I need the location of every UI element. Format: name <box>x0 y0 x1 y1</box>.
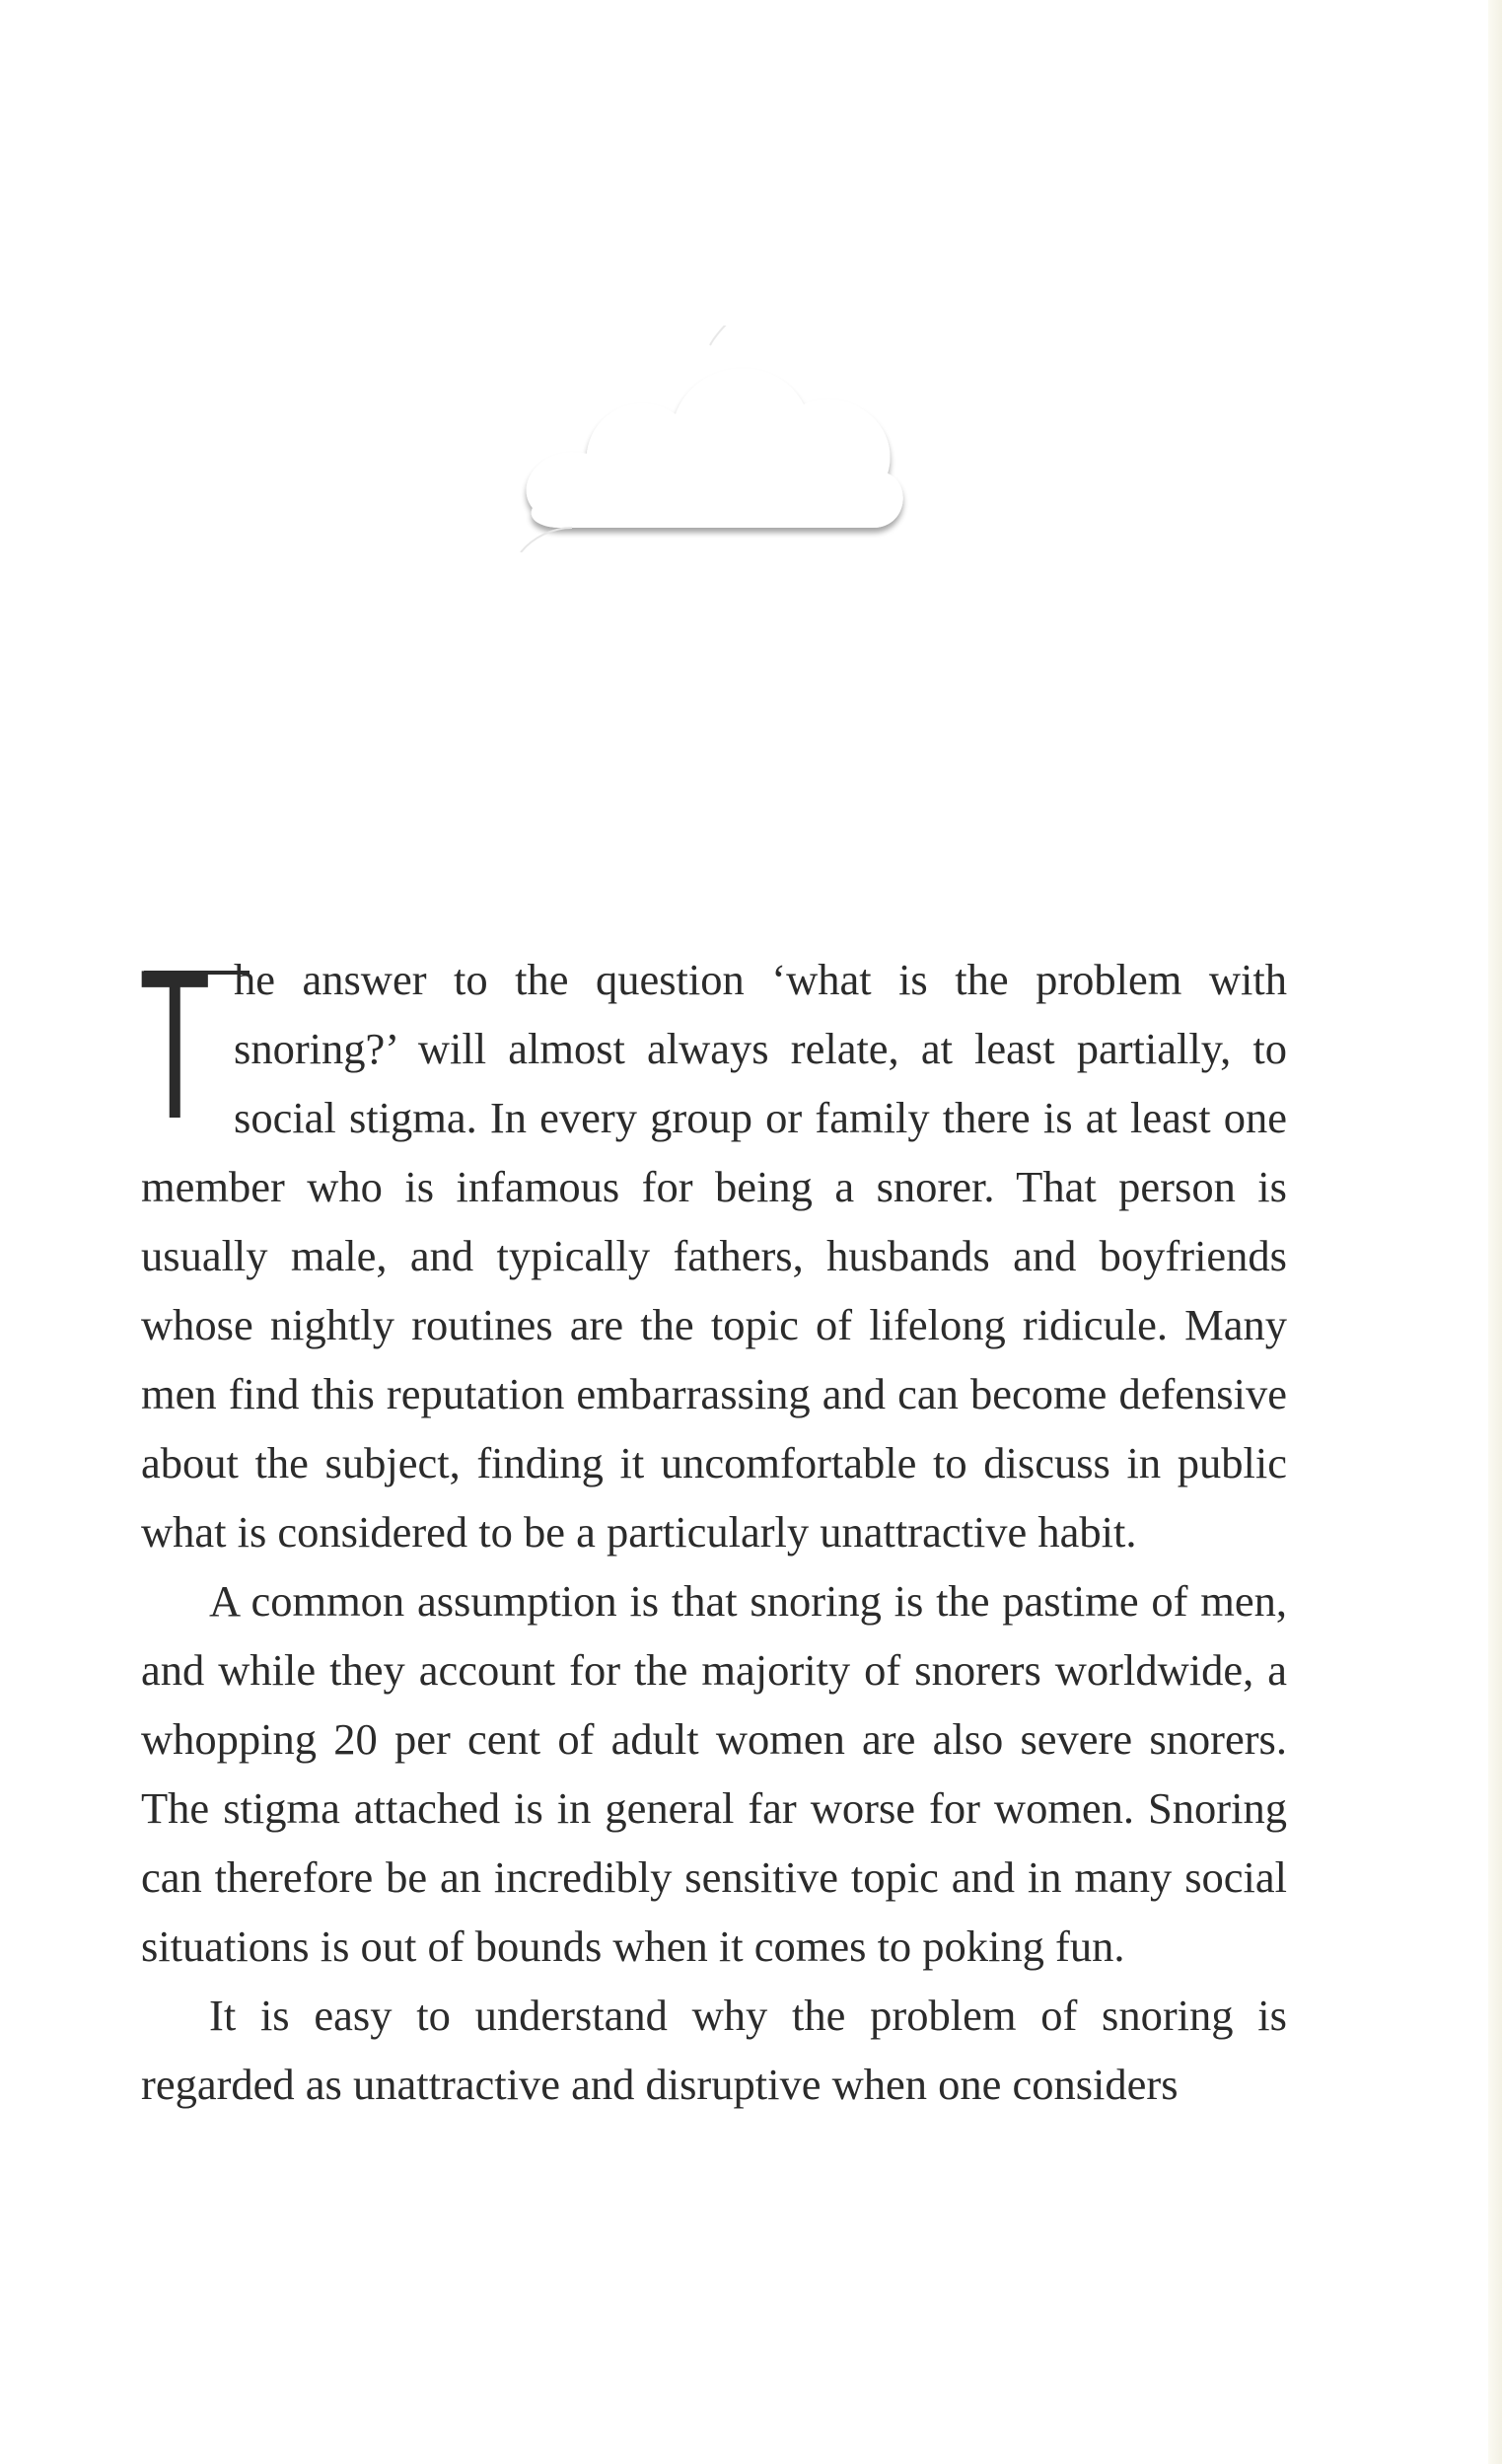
cloud-icon <box>513 326 927 552</box>
body-text <box>139 924 1287 2119</box>
paragraph-2: A common assumption is that snoring is the pastime of men, and while they account for the majority of snorers worldwide, a whopping 20 per cent of adult women are also severe snorers. The stigma attached is in general far worse for women. Snoring can therefore be an incredibly sensitive topic and in many social situations is out of bounds when it comes to poking fun. <box>141 1576 1287 1971</box>
paragraph-1 <box>139 924 1287 1566</box>
paragraph-1-text: he answer to the question ‘what is the problem with snoring?’ will almost always relate, at least partially, to social stigma. In every group or family there is at least one member who is infamous for being a snorer. That person is usually male, and typically fathers, husbands and boyfriends whose nightly routines are the topic of lifelong ridicule. Many men find this reputation embarrassing and can become defensive about the subject, finding it uncomfortable to discuss in public what is considered to be a particularly unattractive habit. <box>141 955 1287 1557</box>
page-edge <box>1488 0 1502 2464</box>
drop-cap: T <box>139 924 211 1163</box>
paragraph-3: It is easy to understand why the problem of snoring is regarded as unattractive and disruptive when one considers <box>141 1991 1287 2109</box>
